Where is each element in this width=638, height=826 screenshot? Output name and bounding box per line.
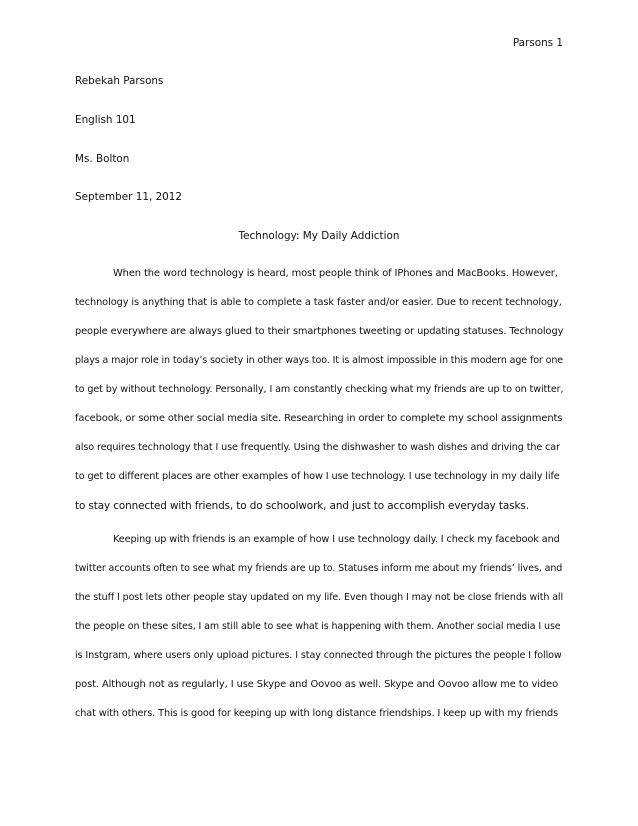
course-name: English 101 (75, 114, 136, 126)
paragraph-1-line-8: to get to different places are other examples of how I use technology. I use technology in my daily life (75, 471, 560, 482)
paragraph-2-line-2: twitter accounts often to see what my friends are up to. Statuses inform me about my friends’ lives, and (75, 563, 563, 574)
paragraph-2-line-4: the people on these sites, I am still able to see what is happening with them. Another social media I use (75, 621, 561, 632)
paragraph-1-line-4: plays a major role in today’s society in other ways too. It is almost impossible in this modern age for one (75, 355, 564, 366)
document-date: September 11, 2012 (75, 191, 183, 203)
paragraph-1-line-6: facebook, or some other social media site. Researching in order to complete my school assignments (75, 413, 563, 424)
author-name: Rebekah Parsons (75, 75, 164, 87)
paragraph-1-line-7: also requires technology that I use frequently. Using the dishwasher to wash dishes and driving the car (75, 442, 560, 453)
paragraph-1-line-3: people everywhere are always glued to their smartphones tweeting or updating statuses. Technology (75, 326, 564, 337)
essay-title: Technology: My Daily Addiction (238, 230, 400, 242)
instructor-name: Ms. Bolton (75, 153, 130, 165)
paragraph-1-line-5: to get by without technology. Personally, I am constantly checking what my friends are up to on twitter, (75, 384, 564, 395)
paragraph-2-line-7: chat with others. This is good for keeping up with long distance friendships. I keep up with my friends (75, 708, 559, 719)
paragraph-1-line-1: When the word technology is heard, most people think of IPhones and MacBooks. However, (113, 268, 558, 279)
paragraph-1-line-9: to stay connected with friends, to do schoolwork, and just to accomplish everyday tasks. (75, 500, 529, 512)
paragraph-2-line-5: is Instgram, where users only upload pictures. I stay connected through the pictures the people I follow (75, 650, 562, 661)
running-head: Parsons 1 (512, 37, 563, 49)
paragraph-2-line-1: Keeping up with friends is an example of how I use technology daily. I check my facebook and (113, 534, 560, 545)
paragraph-1-line-2: technology is anything that is able to complete a task faster and/or easier. Due to recent technology, (75, 297, 562, 308)
paragraph-2-line-3: the stuff I post lets other people stay updated on my life. Even though I may not be close friends with all (75, 592, 564, 603)
paragraph-2-line-6: post. Although not as regularly, I use Skype and Oovoo as well. Skype and Oovoo allow me to video (75, 679, 559, 690)
